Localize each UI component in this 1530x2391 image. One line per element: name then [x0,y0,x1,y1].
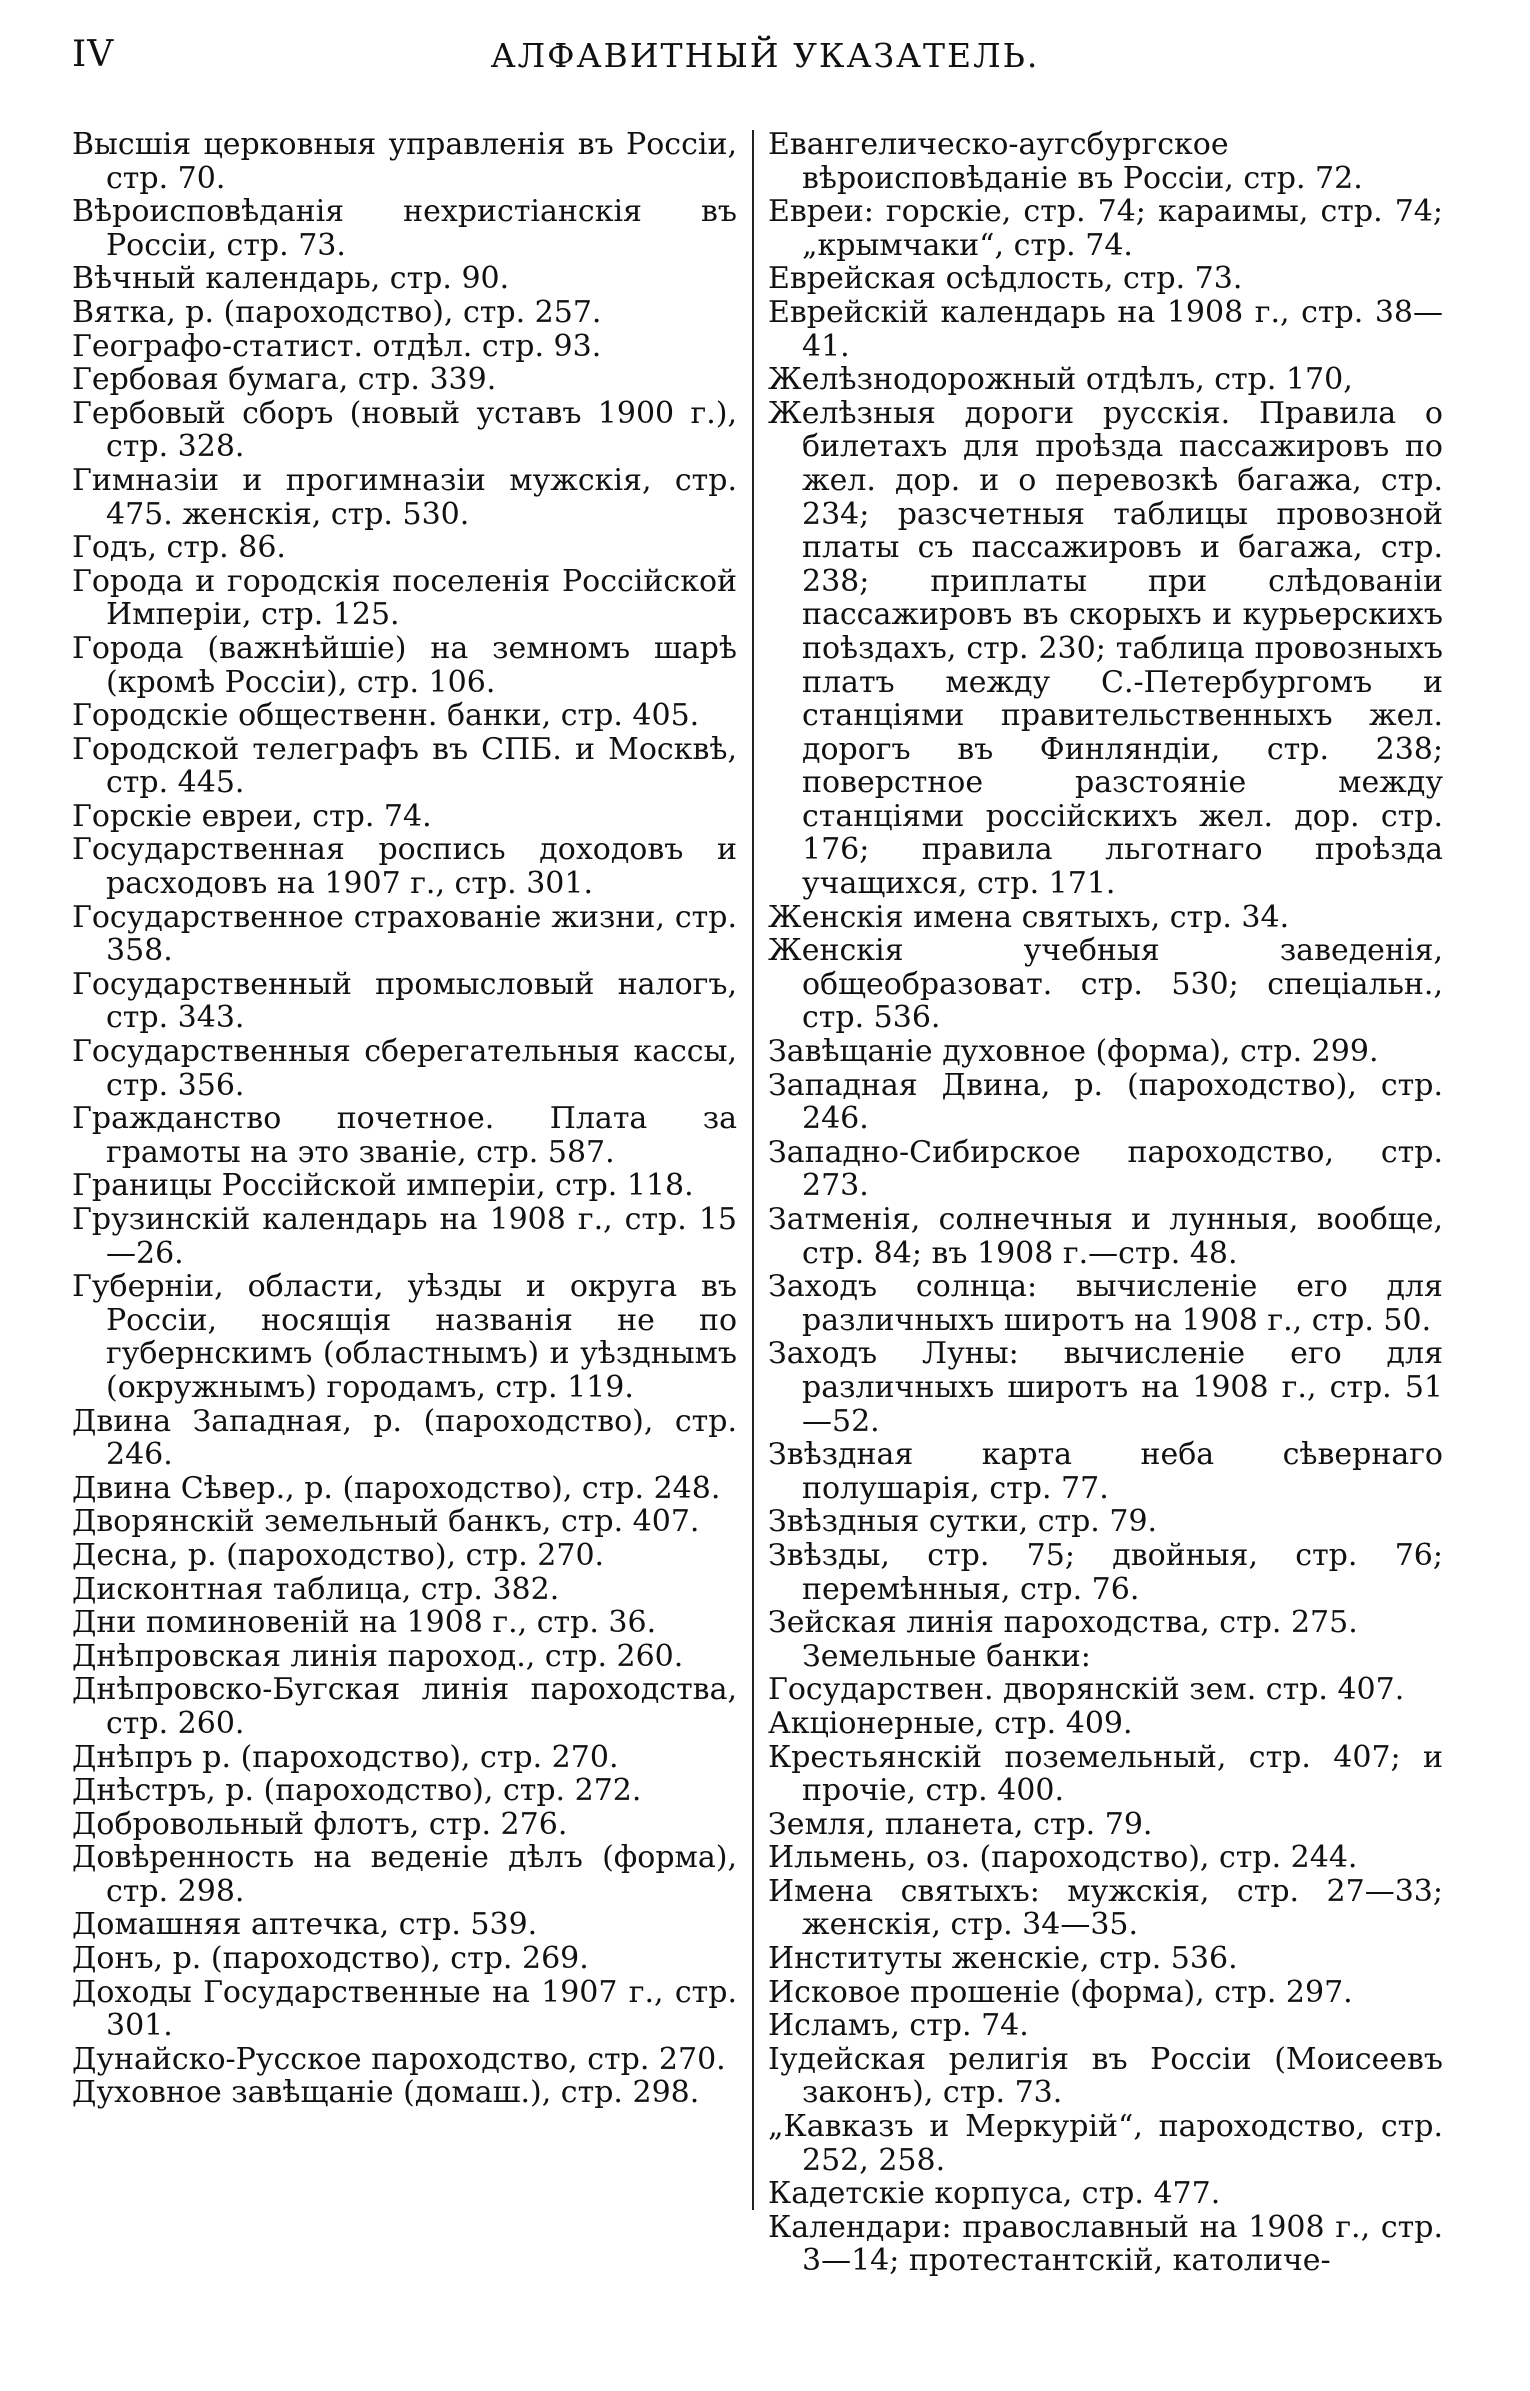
index-entry: Исламъ, стр. 74. [768,2008,1029,2044]
page-header [0,28,1530,88]
index-entry: Іудейская религія въ Россіи (Моисеевъ законъ), стр. 73. [768,2041,1443,2111]
index-entry: Горскіе евреи, стр. 74. [72,798,432,834]
index-entry: Зейская линія пароходства, стр. 275. [768,1605,1358,1641]
index-entry: Евангелическо-аугсбургское вѣроисповѣданіе въ Россіи, стр. 72. [768,127,1363,196]
index-entry: Городской телеграфъ въ СПБ. и Москвѣ, стр. 445. [72,731,737,801]
index-entry: Грузинскій календарь на 1908 г., стр. 15—26. [72,1202,737,1271]
index-entry: „Кавказъ и Меркурій“, пароходство, стр. 252, 258. [768,2109,1443,2178]
index-entry: Звѣздныя сутки, стр. 79. [768,1504,1158,1540]
index-entry: Дворянскій земельный банкъ, стр. 407. [72,1504,700,1540]
index-entry: Еврейскій календарь на 1908 г., стр. 38—41. [768,294,1443,364]
index-entry: Города и городскія поселенія Россійской Имперіи, стр. 125. [72,563,737,633]
index-entry: Губерніи, области, уѣзды и округа въ Россіи, носящія названія не по губернскимъ (областнымъ) и уѣзднымъ (окружнымъ) городамъ, стр. 119. [72,1269,737,1405]
index-entry: Кадетскіе корпуса, стр. 477. [768,2176,1221,2212]
index-entry: Десна, р. (пароходство), стр. 270. [72,1537,605,1573]
index-entry: Гимназіи и прогимназіи мужскія, стр. 475. женскія, стр. 530. [72,462,737,532]
index-entry: Исковое прошеніе (форма), стр. 297. [768,1974,1353,2010]
index-entry: Крестьянскій поземельный, стр. 407; и прочіе, стр. 400. [768,1739,1443,1809]
index-entry: Границы Россійской имперіи, стр. 118. [72,1168,694,1204]
index-entry: Дунайско-Русское пароходство, стр. 270. [72,2041,726,2077]
index-entry: Днѣпръ р. (пароходство), стр. 270. [72,1739,619,1775]
index-entry: Добровольный флотъ, стр. 276. [72,1806,568,1842]
index-entry: Донъ, р. (пароходство), стр. 269. [72,1941,589,1977]
index-entry: Двина Западная, р. (пароходство), стр. 246. [72,1403,737,1473]
index-entry: Государствен. дворянскій зем. стр. 407. [768,1672,1405,1708]
index-entry: Днѣпровская линія пароход., стр. 260. [72,1638,684,1674]
index-entry: Ильмень, оз. (пароходство), стр. 244. [768,1840,1358,1876]
index-entry: Имена святыхъ: мужскія, стр. 27—33; женскія, стр. 34—35. [768,1873,1443,1943]
index-entry: Города (важнѣйшіе) на земномъ шарѣ (кромѣ Россіи), стр. 106. [72,630,737,700]
index-entry: Институты женскіе, стр. 536. [768,1941,1238,1977]
index-entry: Географо-статист. отдѣл. стр. 93. [72,328,602,364]
index-entry: Западная Двина, р. (пароходство), стр. 246. [768,1067,1443,1137]
index-entry: Вѣроисповѣданія нехристіанскія въ Россіи, стр. 73. [72,194,737,263]
index-entry: Затменія, солнечныя и лунныя, вообще, стр. 84; въ 1908 г.—стр. 48. [768,1202,1443,1271]
index-entry: Государственныя сберегательныя кассы, стр. 356. [72,1034,737,1103]
left-column [72,128,737,2110]
index-entry: Календари: православный на 1908 г., стр. 3—14; протестантскій, католиче- [768,2209,1443,2279]
index-entry: Годъ, стр. 86. [72,530,286,566]
index-entry: Земля, планета, стр. 79. [768,1806,1153,1842]
index-entry: Днѣпровско-Бугская линія пароходства, стр. 260. [72,1672,737,1741]
index-entry: Дисконтная таблица, стр. 382. [72,1571,560,1607]
index-entry: Гербовый сборъ (новый уставъ 1900 г.), стр. 328. [72,395,737,465]
index-entry: Дни поминовеній на 1908 г., стр. 36. [72,1605,657,1641]
index-entry: Государственная роспись доходовъ и расходовъ на 1907 г., стр. 301. [72,832,737,902]
index-entry: Днѣстръ, р. (пароходство), стр. 272. [72,1773,642,1809]
page-number: IV [72,34,115,75]
index-entry: Доходы Государственные на 1907 г., стр. 301. [72,1974,737,2044]
index-entry: Земельные банки: [802,1638,1091,1674]
index-entry: Довѣренность на веденіе дѣлъ (форма), стр. 298. [72,1840,737,1909]
index-entry: Еврейская осѣдлость, стр. 73. [768,261,1243,297]
index-entry: Духовное завѣщаніе (домаш.), стр. 298. [72,2075,700,2111]
index-entry: Государственный промысловый налогъ, стр. 343. [72,966,737,1036]
index-entry: Высшія церковныя управленія въ Россіи, стр. 70. [72,127,737,196]
index-entry: Женскія имена святыхъ, стр. 34. [768,899,1290,935]
index-entry: Вятка, р. (пароходство), стр. 257. [72,294,602,330]
index-entry: Евреи: горскіе, стр. 74; караимы, стр. 74; „крымчаки“, стр. 74. [768,194,1443,263]
column-divider [752,130,754,2210]
index-entry: Двина Сѣвер., р. (пароходство), стр. 248. [72,1470,721,1506]
index-entry: Звѣзды, стр. 75; двойныя, стр. 76; перемѣнныя, стр. 76. [768,1537,1443,1607]
index-entry: Звѣздная карта неба сѣвернаго полушарія, стр. 77. [768,1437,1443,1506]
index-entry: Заходъ солнца: вычисленіе его для различныхъ широтъ на 1908 г., стр. 50. [768,1269,1443,1338]
index-entry: Желѣзнодорожный отдѣлъ, стр. 170, [768,362,1353,398]
index-entry: Заходъ Луны: вычисленіе его для различныхъ широтъ на 1908 г., стр. 51—52. [768,1336,1443,1439]
index-entry: Акціонерные, стр. 409. [768,1705,1133,1741]
index-entry: Городскіе общественн. банки, стр. 405. [72,698,700,734]
index-entry: Западно-Сибирское пароходство, стр. 273. [768,1134,1443,1204]
index-entry: Вѣчный календарь, стр. 90. [72,261,510,297]
index-entry: Государственное страхованіе жизни, стр. 358. [72,899,737,969]
right-column [768,128,1443,2278]
index-entry: Гербовая бумага, стр. 339. [72,362,497,398]
running-title: АЛФАВИТНЫЙ УКАЗАТЕЛЬ. [490,36,1040,75]
index-entry: Женскія учебныя заведенія, общеобразоват. стр. 530; спеціальн., стр. 536. [768,933,1443,1036]
index-entry: Гражданство почетное. Плата за грамоты на это званіе, стр. 587. [72,1101,737,1170]
index-entry: Завѣщаніе духовное (форма), стр. 299. [768,1034,1379,1070]
index-entry: Домашняя аптечка, стр. 539. [72,1907,538,1943]
index-entry: Желѣзныя дороги русскія. Правила о билетахъ для проѣзда пассажировъ по жел. дор. и о перевозкѣ багажа, стр. 234; разсчетныя таблицы провозной платы съ пассажировъ и багажа, стр. 238; приплаты при слѣдованіи пассажировъ въ скорыхъ и курьерскихъ поѣздахъ, стр. 230; таблица провозныхъ платъ между С.-Петербургомъ и станціями правительственныхъ жел. дорогъ въ Финляндіи, стр. 238; поверстное разстояніе между станціями россійскихъ жел. дор. стр. 176; правила льготнаго проѣзда учащихся, стр. 171. [768,395,1443,902]
